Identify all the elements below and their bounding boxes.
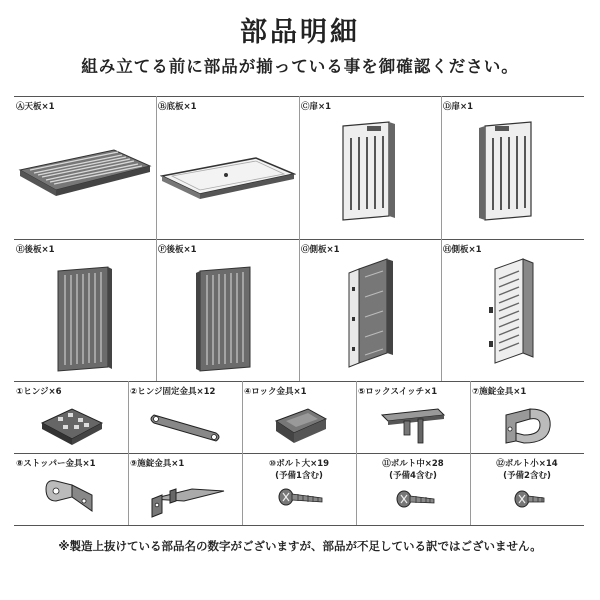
part-cell-door-d (441, 96, 584, 239)
hinge-bracket-image (148, 407, 224, 445)
lock-plate-7-image (500, 401, 556, 451)
part-cell-hinge-bracket (128, 381, 242, 453)
part-label: ⑫ボルト小×14 (496, 459, 558, 469)
bolt-medium-image (394, 485, 440, 513)
part-label: Ⓒ扉×1 (301, 102, 332, 112)
part-label: Ⓓ扉×1 (443, 102, 474, 112)
part-cell-back-panel-e (14, 239, 156, 381)
bolt-large-image (276, 483, 328, 513)
part-label: ⑨施錠金具×1 (130, 459, 185, 469)
part-cell-side-panel-g (299, 239, 441, 381)
door-d-image (479, 120, 541, 224)
back-panel-e-image (54, 265, 116, 373)
lock-switch-image (378, 405, 450, 449)
part-label: Ⓑ底板×1 (158, 102, 197, 112)
part-note: (予備1含む) (275, 471, 323, 481)
bolt-small-image (512, 485, 550, 513)
lock-plate-9-image (146, 473, 228, 521)
part-cell-top-panel (14, 96, 156, 239)
part-label: ⑧ストッパー金具×1 (16, 459, 96, 469)
part-label: Ⓐ天板×1 (16, 102, 55, 112)
back-panel-f-image (196, 265, 258, 373)
part-label: ①ヒンジ×6 (16, 387, 62, 397)
part-cell-bolt-medium (356, 453, 470, 525)
page-subtitle: 組み立てる前に部品が揃っている事を御確認ください。 (81, 57, 519, 76)
part-label: Ⓔ後板×1 (16, 245, 55, 255)
top-panel-image (18, 146, 152, 196)
footnote: ※製造上抜けている部品名の数字がございますが、部品が不足している訳ではございません。 (58, 539, 542, 553)
part-cell-back-panel-f (156, 239, 299, 381)
part-label: ⑪ボルト中×28 (382, 459, 444, 469)
part-label: ⑤ロックスイッチ×1 (358, 387, 438, 397)
door-c-image (337, 120, 399, 224)
part-cell-stopper (14, 453, 128, 525)
part-note: (予備4含む) (389, 471, 437, 481)
stopper-image (42, 471, 102, 521)
side-panel-g-image (343, 257, 397, 369)
part-cell-bottom-panel (156, 96, 299, 239)
part-label: Ⓕ後板×1 (158, 245, 197, 255)
part-cell-lock-switch (356, 381, 470, 453)
side-panel-h-image (485, 257, 539, 369)
page-title: 部品明細 (240, 17, 360, 48)
hinge-image (38, 403, 106, 449)
part-note: (予備2含む) (503, 471, 551, 481)
part-cell-bolt-small (470, 453, 584, 525)
part-cell-hinge (14, 381, 128, 453)
part-label: ④ロック金具×1 (244, 387, 307, 397)
part-label: ⑦施錠金具×1 (472, 387, 527, 397)
part-label: ⑩ボルト大×19 (268, 459, 330, 469)
part-label: ②ヒンジ固定金具×12 (130, 387, 216, 397)
part-cell-lock-plate-7 (470, 381, 584, 453)
part-cell-door-c (299, 96, 441, 239)
part-label: Ⓖ側板×1 (301, 245, 340, 255)
bottom-panel-image (160, 156, 296, 200)
parts-grid (14, 96, 584, 526)
part-cell-lock-fitting (242, 381, 356, 453)
lock-fitting-image (268, 401, 332, 449)
part-cell-bolt-large (242, 453, 356, 525)
part-label: Ⓗ側板×1 (443, 245, 482, 255)
part-cell-lock-plate-9 (128, 453, 242, 525)
part-cell-side-panel-h (441, 239, 584, 381)
